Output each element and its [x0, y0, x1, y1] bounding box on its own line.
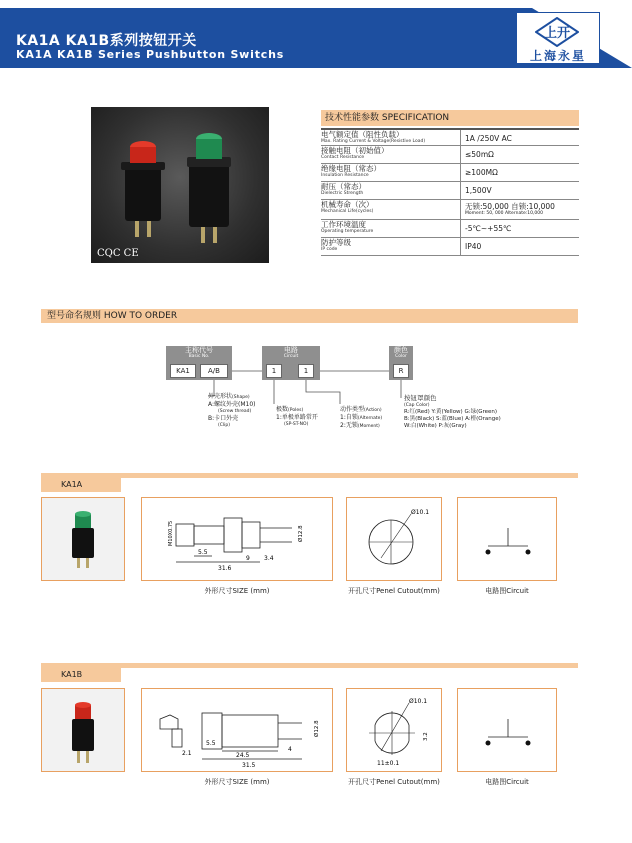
- cap-line3: W:白(White) P:灰(Gray): [404, 423, 467, 429]
- spec-label-cn: 接触电阻（初始值）: [321, 146, 389, 155]
- spec-label: [321, 182, 461, 199]
- svg-text:31.6: 31.6: [218, 565, 232, 572]
- spec-value: [461, 164, 498, 181]
- spec-label-en: Contact Resistance: [321, 155, 365, 160]
- spec-value-text: ≤50mΩ: [465, 150, 494, 159]
- ka1a-circuit-drawing: [457, 497, 557, 581]
- logo-mark-icon: [535, 17, 579, 47]
- action-title-en: (Action): [364, 408, 382, 413]
- order-cell-basic: KA1: [170, 364, 196, 378]
- cap-color-note: [404, 395, 544, 430]
- ka1a-circuit-caption: 电路图Circuit: [485, 587, 529, 595]
- spec-value-sub: Moment: 50, 000 Alternate:10,000: [465, 211, 543, 216]
- color-en: Color: [395, 354, 407, 359]
- spec-label-cn: 防护等级: [321, 238, 351, 247]
- svg-text:M10X0.75: M10X0.75: [168, 520, 174, 546]
- poles-1: 1:单极单路常开: [276, 414, 318, 421]
- svg-text:24.5: 24.5: [236, 752, 250, 759]
- page-title-cn: KA1A KA1B系列按钮开关: [16, 33, 197, 49]
- spec-label-en: Insulation Resistance: [321, 173, 369, 178]
- basic-no-en: Basic No.: [188, 354, 210, 359]
- spec-value-text: 1,500V: [465, 186, 492, 195]
- poles-1-en: (SP-ST-NO): [284, 422, 309, 427]
- ka1b-circuit-caption: 电路图Circuit: [485, 778, 529, 786]
- svg-text:Ø10.1: Ø10.1: [409, 698, 428, 705]
- circuit-label: [262, 346, 320, 362]
- ka1a-photo: [41, 497, 125, 581]
- cap-line1: R:红(Red) Y:黄(Yellow) G:绿(Green): [404, 409, 498, 415]
- spec-value-text: 无锁:50,000 自锁:10,000: [465, 202, 555, 211]
- svg-text:3.2: 3.2: [423, 732, 429, 741]
- spec-label-cn: 耐压（常态）: [321, 182, 366, 191]
- spec-label-en: IP code: [321, 247, 338, 252]
- spec-value-text: ≥100MΩ: [465, 168, 498, 177]
- svg-text:31.5: 31.5: [242, 762, 256, 769]
- action-1-en: (Alternate): [357, 416, 383, 421]
- spec-row: [321, 238, 579, 256]
- cap-title-en: (Cap Color): [404, 403, 430, 408]
- spec-label-en: Operating temperature: [321, 229, 374, 234]
- spec-value: [461, 238, 481, 255]
- spec-value: [461, 146, 494, 163]
- cap-title: 按钮罩颜色: [404, 394, 437, 402]
- ka1a-cutout-caption: 开孔尺寸Penel Cutout(mm): [348, 587, 440, 595]
- order-heading: 型号命名规则 HOW TO ORDER: [41, 309, 578, 323]
- spec-row: [321, 128, 579, 146]
- spec-label: [321, 164, 461, 181]
- action-2: 2:无锁: [340, 422, 358, 429]
- spec-label: [321, 146, 461, 163]
- spec-row: [321, 220, 579, 238]
- shape-title-en: (Shape): [232, 395, 250, 400]
- color-cn: 颜色: [394, 346, 408, 354]
- spec-label: [321, 220, 461, 237]
- ka1b-cutout-caption: 开孔尺寸Penel Cutout(mm): [348, 778, 440, 786]
- spec-label-cn: 绝缘电阻（常态）: [321, 164, 381, 173]
- action-1: 1:自锁: [340, 414, 358, 421]
- spec-value-text: 1A /250V AC: [465, 134, 512, 143]
- spec-label-cn: 电气额定值（阻性负载）: [321, 130, 404, 139]
- page-title-en: KA1A KA1B Series Pushbutton Switchs: [16, 48, 285, 61]
- spec-label: [321, 238, 461, 255]
- svg-text:2.1: 2.1: [182, 750, 192, 757]
- order-cell-shape: A/B: [200, 364, 228, 378]
- svg-text:4: 4: [288, 746, 292, 753]
- spec-row: [321, 164, 579, 182]
- logo-mark-text: 上开: [543, 26, 571, 41]
- svg-text:9: 9: [246, 555, 250, 562]
- ka1b-size-drawing: [141, 688, 333, 772]
- action-title: 动作类型: [340, 406, 365, 413]
- ka1a-cutout-drawing: [346, 497, 442, 581]
- spec-value: [461, 182, 492, 199]
- spec-value: [461, 220, 511, 237]
- brand-logo: [516, 12, 600, 64]
- ka1b-cutout-drawing: [346, 688, 442, 772]
- cap-line2: B:黑(Black) S:蓝(Blue) A:橙(Orange): [404, 416, 501, 422]
- shape-note: [208, 393, 278, 429]
- ka1a-label: KA1A: [41, 478, 121, 492]
- spec-value: [461, 200, 555, 219]
- poles-title: 极数: [276, 406, 289, 413]
- spec-row: [321, 182, 579, 200]
- spec-label-en: Dielectric Strength: [321, 191, 364, 196]
- spec-value: [461, 130, 512, 145]
- spec-value-text: -5℃~+55℃: [465, 224, 512, 233]
- spec-value-text: IP40: [465, 242, 482, 251]
- order-cell-color: R: [393, 364, 409, 378]
- spec-label-en: Mechanical Life(cycles): [321, 209, 374, 214]
- certification-label: CQC CE: [97, 248, 139, 259]
- logo-text: 上海永星: [529, 49, 586, 63]
- action-2-en: (Moment): [357, 424, 380, 429]
- svg-text:3.4: 3.4: [264, 555, 274, 562]
- ka1b-photo: [41, 688, 125, 772]
- svg-text:Ø12.8: Ø12.8: [298, 525, 304, 542]
- ka1b-size-caption: 外形尺寸SIZE (mm): [204, 778, 270, 786]
- product-photo: [91, 107, 269, 263]
- action-note: [340, 406, 400, 430]
- poles-title-en: (Poles): [288, 408, 304, 413]
- spec-row: [321, 146, 579, 164]
- spec-label: [321, 200, 461, 219]
- circuit-cn: 电路: [284, 346, 298, 354]
- shape-title: 外壳形状: [208, 393, 233, 400]
- svg-text:Ø10.1: Ø10.1: [411, 509, 430, 516]
- ka1b-circuit-drawing: [457, 688, 557, 772]
- svg-text:Ø12.8: Ø12.8: [314, 720, 320, 737]
- spec-label: [321, 130, 461, 145]
- order-cell-poles: 1: [266, 364, 282, 378]
- svg-text:11±0.1: 11±0.1: [377, 760, 400, 767]
- basic-no-label: [166, 346, 232, 362]
- ka1a-size-drawing: [141, 497, 333, 581]
- shape-b: B:卡口外壳: [208, 415, 239, 422]
- shape-a-en: (Screw thread): [218, 409, 252, 414]
- ka1b-label: KA1B: [41, 668, 121, 682]
- color-label: [389, 346, 413, 362]
- spec-label-cn: 工作环境温度: [321, 220, 366, 229]
- basic-no-cn: 主称代号: [185, 346, 213, 354]
- poles-note: [276, 406, 346, 428]
- ka1a-size-caption: 外形尺寸SIZE (mm): [204, 587, 270, 595]
- spec-heading: 技术性能参数 SPECIFICATION: [321, 110, 579, 126]
- svg-text:5.5: 5.5: [206, 740, 216, 747]
- svg-text:5.5: 5.5: [198, 549, 208, 556]
- spec-row: [321, 200, 579, 220]
- shape-a: A:螺纹外壳(M10): [208, 401, 256, 408]
- order-cell-action: 1: [298, 364, 314, 378]
- spec-table: [321, 128, 579, 256]
- spec-label-cn: 机械寿命（次）: [321, 200, 374, 209]
- product-photo-art: [91, 107, 269, 263]
- shape-b-en: (Clip): [218, 423, 231, 428]
- spec-label-en: Max. Rating Current & Voltage(Resistive Load): [321, 139, 426, 144]
- circuit-en: Circuit: [283, 354, 299, 359]
